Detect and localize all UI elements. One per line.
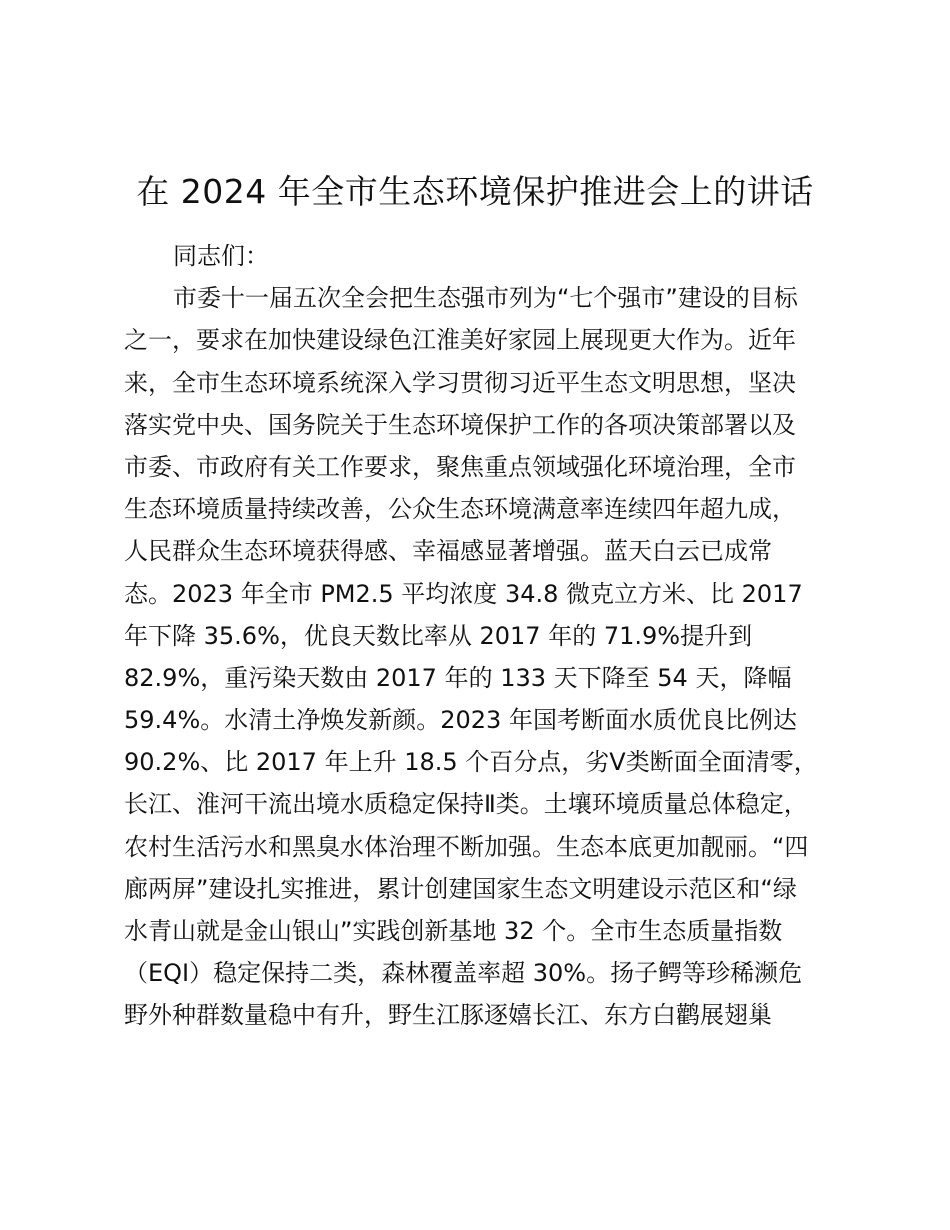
paragraph-line: 水青山就是金山银山”实践创新基地 32 个。全市生态质量指数 <box>124 917 783 945</box>
paragraph-line: 野外种群数量稳中有升，野生江豚逐嬉长江、东方白鹳展翅巢 <box>124 1001 772 1030</box>
paragraph-line: 长江、淮河干流出境水质稳定保持Ⅱ类。土壤环境质量总体稳定， <box>124 790 808 819</box>
paragraph-line: 来，全市生态环境系统深入学习贯彻习近平生态文明思想，坚决 <box>124 368 796 397</box>
document-title: 在 2024 年全市生态环境保护推进会上的讲话 <box>136 172 814 211</box>
paragraph-line: 90.2%、比 2017 年上升 18.5 个百分点，劣Ⅴ类断面全面清零， <box>124 748 818 777</box>
paragraph-line: 态。2023 年全市 PM2.5 平均浓度 34.8 微克立方米、比 2017 <box>124 579 803 608</box>
paragraph-line: 落实党中央、国务院关于生态环境保护工作的各项决策部署以及 <box>124 410 796 439</box>
paragraph-line: 生态环境质量持续改善，公众生态环境满意率连续四年超九成， <box>124 495 796 524</box>
paragraph-line: 年下降 35.6%，优良天数比率从 2017 年的 71.9%提升到 <box>124 621 753 650</box>
paragraph-line: （EQI）稳定保持二类，森林覆盖率超 30%。扬子鳄等珍稀濒危 <box>124 959 803 988</box>
paragraph-line: 市委十一届五次全会把生态强市列为“七个强市”建设的目标 <box>173 284 798 313</box>
paragraph-line: 市委、市政府有关工作要求，聚焦重点领域强化环境治理，全市 <box>124 452 796 481</box>
document-body <box>124 235 844 1037</box>
paragraph-line: 82.9%，重污染天数由 2017 年的 133 天下降至 54 天，降幅 <box>124 663 792 692</box>
paragraph-line: 之一，要求在加快建设绿色江淮美好家园上展现更大作为。近年 <box>124 326 796 355</box>
paragraph-line: 农村生活污水和黑臭水体治理不断加强。生态本底更加靓丽。“四 <box>124 832 809 861</box>
paragraph-line: 廊两屏”建设扎实推进，累计创建国家生态文明建设示范区和“绿 <box>124 874 797 903</box>
paragraph-line: 59.4%。水清土净焕发新颜。2023 年国考断面水质优良比例达 <box>124 706 797 735</box>
salutation: 同志们： <box>173 242 269 270</box>
paragraph-line: 人民群众生态环境获得感、幸福感显著增强。蓝天白云已成常 <box>124 537 772 566</box>
